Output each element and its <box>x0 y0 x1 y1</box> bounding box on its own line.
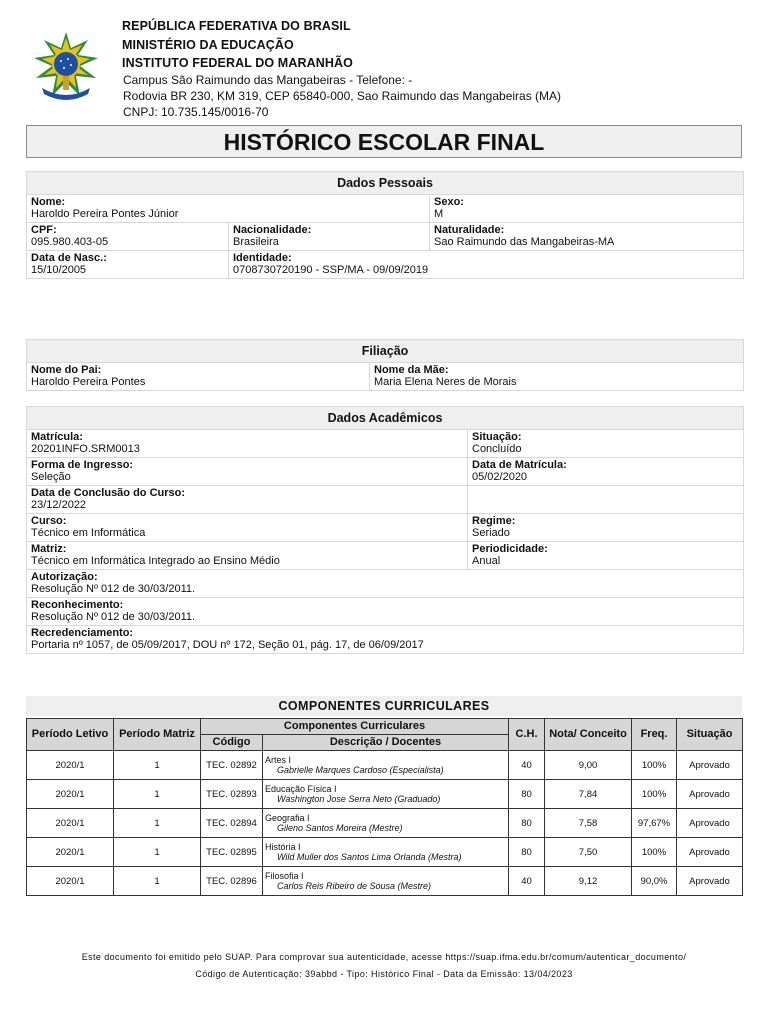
header-address: Rodovia BR 230, KM 319, CEP 65840-000, Sao Raimundo das Mangabeiras (MA) <box>123 89 562 103</box>
field-data-nasc: Data de Nasc.: 15/10/2005 <box>27 251 229 279</box>
field-autorizacao: Autorização: Resolução Nº 012 de 30/03/2011. <box>27 570 744 598</box>
field-cpf: CPF: 095.980.403-05 <box>27 223 229 251</box>
header-cnpj: CNPJ: 10.735.145/0016-70 <box>123 105 269 119</box>
field-data-matricula: Data de Matrícula: 05/02/2020 <box>468 458 744 486</box>
field-recredenciamento: Recredenciamento: Portaria nº 1057, de 05/09/2017, DOU nº 172, Seção 01, pág. 17, de 06/09/2017 <box>27 626 744 654</box>
header-campus: Campus São Raimundo das Mangabeiras - Telefone: - <box>123 73 413 87</box>
header-line-ministry: MINISTÉRIO DA EDUCAÇÃO <box>122 38 294 52</box>
field-nacionalidade: Nacionalidade: Brasileira <box>229 223 430 251</box>
header-codigo: Código <box>201 735 263 751</box>
coat-of-arms-icon <box>30 30 102 102</box>
table-row: 2020/1 1 TEC. 02895 História I Wild Muller dos Santos Lima Orlanda (Mestra) 80 7,50 100% Aprovado <box>27 838 743 867</box>
field-data-conclusao: Data de Conclusão do Curso: 23/12/2022 <box>27 486 468 514</box>
field-situacao: Situação: Concluído <box>468 430 744 458</box>
footer-authenticity-note: Este documento foi emitido pelo SUAP. Para comprovar sua autenticidade, acesse https://suap.ifma.edu.br/comum/autenticar_documento/ <box>81 952 687 962</box>
header-ch: C.H. <box>509 719 545 751</box>
table-row: 2020/1 1 TEC. 02896 Filosofia I Carlos Reis Ribeiro de Sousa (Mestre) 40 9,12 90,0% Aprovado <box>27 867 743 896</box>
field-nome: Nome: Haroldo Pereira Pontes Júnior <box>27 195 430 223</box>
header-periodo-letivo: Período Letivo <box>27 719 114 751</box>
field-regime: Regime: Seriado <box>468 514 744 542</box>
header-line-institute: INSTITUTO FEDERAL DO MARANHÃO <box>122 56 353 70</box>
field-mae: Nome da Mãe: Maria Elena Neres de Morais <box>370 363 744 391</box>
header-nota: Nota/ Conceito <box>545 719 632 751</box>
components-title: COMPONENTES CURRICULARES <box>26 696 742 716</box>
header-situacao: Situação <box>677 719 743 751</box>
field-matricula: Matrícula: 20201INFO.SRM0013 <box>27 430 468 458</box>
field-matriz: Matriz: Técnico em Informática Integrado ao Ensino Médio <box>27 542 468 570</box>
academic-data-table <box>26 406 744 654</box>
field-sexo: Sexo: M <box>430 195 744 223</box>
header-descricao: Descrição / Docentes <box>263 735 509 751</box>
field-periodicidade: Periodicidade: Anual <box>468 542 744 570</box>
section-title: Dados Pessoais <box>27 172 744 195</box>
header-line-republic: REPÚBLICA FEDERATIVA DO BRASIL <box>122 19 351 33</box>
filiation-table <box>26 339 744 391</box>
section-title: Filiação <box>27 340 744 363</box>
footer-auth-code: Código de Autenticação: 39abbd - Tipo: Histórico Final - Data da Emissão: 13/04/2023 <box>195 969 573 979</box>
field-pai: Nome do Pai: Haroldo Pereira Pontes <box>27 363 370 391</box>
components-table <box>26 718 743 896</box>
table-row: 2020/1 1 TEC. 02892 Artes I Gabrielle Marques Cardoso (Especialista) 40 9,00 100% Aprovado <box>27 751 743 780</box>
section-title: Dados Acadêmicos <box>27 407 744 430</box>
personal-data-table <box>26 171 744 279</box>
page-title: HISTÓRICO ESCOLAR FINAL <box>26 125 742 158</box>
field-reconhecimento: Reconhecimento: Resolução Nº 012 de 30/03/2011. <box>27 598 744 626</box>
empty-cell <box>468 486 744 514</box>
field-curso: Curso: Técnico em Informática <box>27 514 468 542</box>
field-naturalidade: Naturalidade: Sao Raimundo das Mangabeiras-MA <box>430 223 744 251</box>
header-componentes: Componentes Curriculares <box>201 719 509 735</box>
table-row: 2020/1 1 TEC. 02893 Educação Física I Washington Jose Serra Neto (Graduado) 80 7,84 100% Aprovado <box>27 780 743 809</box>
field-forma-ingresso: Forma de Ingresso: Seleção <box>27 458 468 486</box>
table-row: 2020/1 1 TEC. 02894 Geografia I Gileno Santos Moreira (Mestre) 80 7,58 97,67% Aprovado <box>27 809 743 838</box>
header-periodo-matriz: Período Matriz <box>114 719 201 751</box>
field-identidade: Identidade: 0708730720190 - SSP/MA - 09/09/2019 <box>229 251 744 279</box>
header-freq: Freq. <box>632 719 677 751</box>
